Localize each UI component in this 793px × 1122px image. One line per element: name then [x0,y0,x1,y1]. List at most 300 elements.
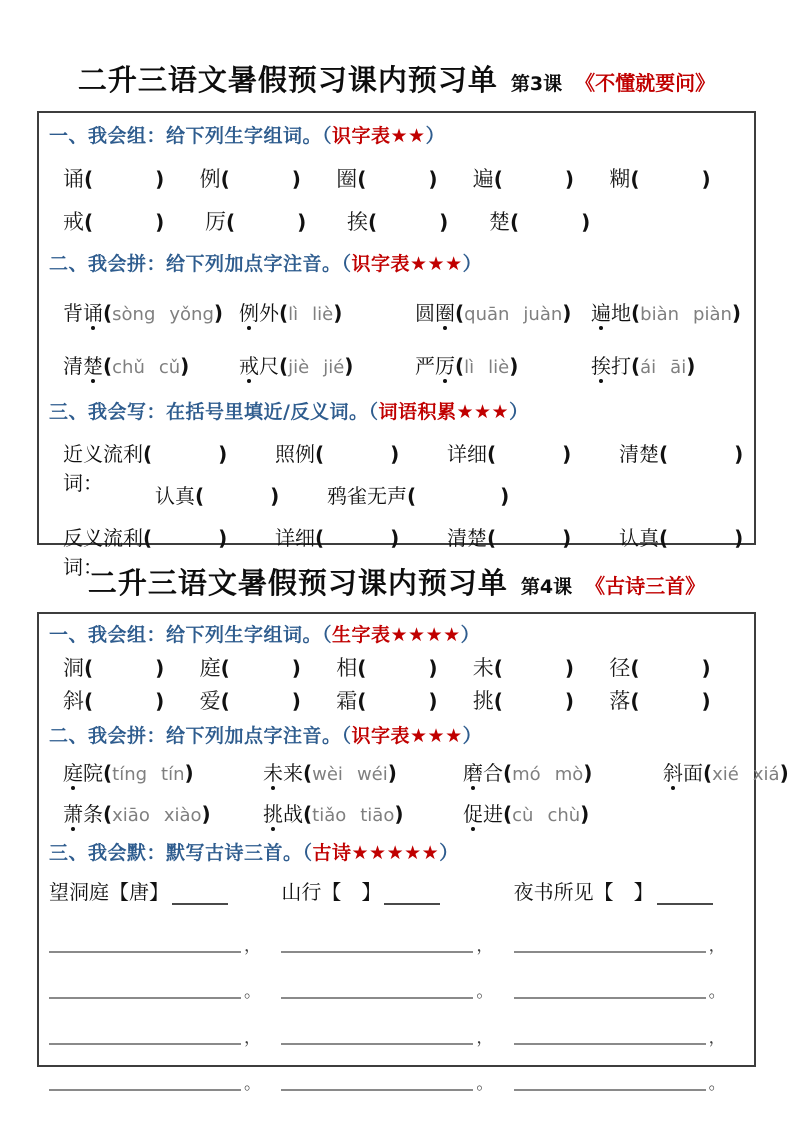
worksheet-title [0,561,793,602]
answer-line-cell [49,1074,281,1094]
word-text: 详细 [275,526,315,550]
open-paren: ( [630,689,640,713]
word-item [103,522,275,551]
close-paren: ) [562,442,572,466]
title-text: 二升三语文暑假预习课内预习单 [77,63,498,97]
pinyin-word-char: 战 [283,802,303,826]
heading-tag: 古诗★★★★★ [312,842,440,864]
pinyin-text: yǒng [169,304,214,325]
zuci-item [336,652,473,682]
pinyin-word-char: 面 [683,761,703,785]
heading-text: 一、我会组：给下列生字组词。（ [49,624,333,646]
zuci-char: 洞 [63,656,84,680]
pinyin-text: tiāo [360,805,395,826]
open-paren: ( [703,761,713,785]
zuci-char: 相 [336,656,358,680]
close-paren: ) [500,484,510,508]
open-paren: ( [503,761,513,785]
zuci-char: 诵 [63,167,84,191]
open-paren: ( [195,484,205,508]
pinyin-item [463,798,659,827]
pinyin-word-char: 尺 [259,354,279,378]
zuci-char: 径 [609,656,631,680]
zuci-char: 落 [609,689,631,713]
pinyin-word-char: 戒 [239,354,259,378]
close-paren: ) [564,167,575,191]
close-paren: ) [344,354,354,378]
pinyin-text: tiǎo [312,805,347,826]
close-paren: ) [731,301,742,325]
line-punctuation: ， [244,936,261,956]
open-paren: ( [487,526,497,550]
open-paren: ( [357,656,367,680]
close-paren: ) [155,210,165,234]
zuci-char: 戒 [63,210,84,234]
pinyin-text: cǔ [158,357,181,378]
pinyin-text: mó [512,764,541,785]
close-paren: ) [701,689,711,713]
zuci-char: 例 [199,167,221,191]
zuci-char: 楚 [489,210,510,234]
pinyin-word-char: 遍 [591,301,611,325]
zuci-item [63,652,200,682]
poem-title [49,876,281,905]
open-paren: ( [455,354,465,378]
pinyin-text: sòng [112,304,156,325]
zuci-item [200,685,337,715]
pinyin-text: chù [547,805,581,826]
pinyin-text: mò [554,764,584,785]
word-item [155,480,327,509]
open-paren: ( [143,442,153,466]
answer-line-blank [281,989,473,999]
pinyin-word-char: 严 [415,354,435,378]
poem-author-blank [657,885,713,905]
close-paren: ) [686,354,696,378]
poem-title [281,876,513,905]
word-text: 详细 [447,442,487,466]
word-item [447,522,619,551]
line-punctuation: 。 [708,982,726,1002]
zuci-char: 遍 [472,167,494,191]
heading-close: ） [460,624,481,646]
line-punctuation: 。 [244,982,261,1002]
zuci-row [63,685,746,713]
open-paren: ( [279,354,289,378]
open-paren: ( [368,210,378,234]
pinyin-word-char: 萧 [63,802,83,826]
close-paren: ) [734,526,744,550]
open-paren: ( [631,354,641,378]
open-paren: ( [84,656,94,680]
close-paren: ) [564,689,575,713]
open-paren: ( [493,167,503,191]
line-punctuation: 。 [708,1074,726,1094]
answer-line-blank [514,1035,706,1045]
pinyin-text: wéi [356,764,388,785]
line-punctuation: 。 [476,982,494,1002]
close-paren: ) [218,442,228,466]
heading-text: 二、我会拼：给下列加点字注音。（ [49,725,352,747]
pinyin-text: xié [712,764,739,785]
heading-tag: 词语积累★★★ [378,401,510,423]
pinyin-text: liè [312,304,334,325]
answer-line-row [49,953,746,1002]
zuci-item [473,685,610,715]
poem-author-blank [172,885,228,905]
words-row [63,480,746,508]
answer-line-cell [514,1028,746,1048]
poem-author-blank [384,885,440,905]
open-paren: ( [103,301,113,325]
zuci-item [609,652,746,682]
close-paren: ) [180,354,190,378]
open-paren: ( [630,167,640,191]
pinyin-word-char: 外 [259,301,279,325]
answer-line-blank [281,1081,473,1091]
zuci-item [205,206,347,236]
close-paren: ) [562,526,572,550]
open-paren: ( [220,656,230,680]
heading-text: 三、我会写：在括号里填近/反义词。（ [49,401,379,423]
pinyin-text: wèi [312,764,343,785]
pinyin-text: lì [464,357,475,378]
close-paren: ) [428,689,438,713]
pinyin-text: liè [488,357,510,378]
book-title: 《不懂就要问》 [575,71,716,95]
answer-line-row [49,1045,746,1094]
lesson-label: 第3课 [510,73,563,95]
open-paren: ( [357,689,367,713]
pinyin-text: juàn [523,304,563,325]
pinyin-item [415,350,587,379]
close-paren: ) [270,484,280,508]
zuci-item [63,163,200,193]
line-punctuation: ， [476,936,494,956]
open-paren: ( [84,210,94,234]
heading-tag: 识字表★★★ [351,253,463,275]
pinyin-text: xiāo [112,805,150,826]
word-text: 清楚 [447,526,487,550]
title-text: 二升三语文暑假预习课内预习单 [87,566,508,600]
open-paren: ( [659,442,669,466]
zuci-char: 圈 [336,167,358,191]
lesson-label: 第4课 [520,576,573,598]
zuci-char: 挨 [347,210,368,234]
answer-line-blank [49,943,241,953]
line-punctuation: ， [708,936,726,956]
heading-close: ） [462,253,483,275]
pinyin-word-char: 进 [483,802,503,826]
section-heading [49,721,746,748]
open-paren: ( [631,301,641,325]
pinyin-row [63,350,746,382]
section-heading [49,121,746,148]
open-paren: ( [84,167,94,191]
line-punctuation: ， [476,1028,494,1048]
pinyin-item [239,297,411,326]
open-paren: ( [303,802,313,826]
poem-name: 夜书所见 [513,880,594,904]
heading-close: ） [462,725,483,747]
pinyin-text: jié [323,357,345,378]
line-punctuation: 。 [244,1074,261,1094]
open-paren: ( [226,210,236,234]
zuci-item [336,685,473,715]
heading-tag: 识字表★★★ [351,725,463,747]
pinyin-item [239,350,411,379]
pinyin-text: tín [161,764,185,785]
word-text: 流利 [103,442,143,466]
heading-text: 三、我会默：默写古诗三首。（ [49,842,313,864]
open-paren: ( [220,167,230,191]
pinyin-word-char: 厉 [435,354,455,378]
answer-line-cell [514,982,746,1002]
close-paren: ) [291,689,301,713]
open-paren: ( [220,689,230,713]
answer-line-cell [49,1028,281,1048]
poem-name: 望洞庭 [49,880,109,904]
open-paren: ( [84,689,94,713]
word-text: 认真 [619,526,659,550]
answer-line-cell [514,936,746,956]
heading-text: 二、我会拼：给下列加点字注音。（ [49,253,352,275]
heading-close: ） [425,125,446,147]
close-paren: ) [734,442,744,466]
close-paren: ) [701,656,711,680]
row-label: 反义词： [63,526,103,579]
pinyin-word-char: 清 [63,354,83,378]
answer-line-blank [281,943,473,953]
pinyin-word-char: 院 [83,761,103,785]
pinyin-word-char: 磨 [463,761,483,785]
zuci-char: 糊 [609,167,631,191]
zuci-row [63,163,746,191]
pinyin-word-char: 合 [483,761,503,785]
open-paren: ( [279,301,289,325]
pinyin-word-char: 促 [463,802,483,826]
pinyin-item [663,757,793,786]
close-paren: ) [213,301,224,325]
answer-line-cell [281,1074,513,1094]
zuci-item [473,163,610,193]
zuci-item [200,163,337,193]
close-paren: ) [562,301,572,325]
open-paren: ( [103,802,113,826]
section-heading [49,838,746,865]
pinyin-row [63,757,789,789]
pinyin-text: ái [640,357,657,378]
answer-line-cell [281,1028,513,1048]
open-paren: ( [357,167,367,191]
open-paren: ( [659,526,669,550]
line-punctuation: ， [708,1028,726,1048]
pinyin-word-char: 地 [611,301,631,325]
open-paren: ( [407,484,417,508]
open-paren: ( [315,442,325,466]
answer-line-row [49,999,746,1048]
heading-text: 一、我会组：给下列生字组词。（ [49,125,333,147]
pinyin-text: chǔ [112,357,145,378]
answer-line-cell [514,1074,746,1094]
zuci-char: 斜 [63,689,84,713]
pinyin-text: lì [288,304,299,325]
answer-line-blank [49,1035,241,1045]
word-item [103,438,275,467]
heading-tag: 识字表★★ [332,125,426,147]
heading-tag: 生字表★★★★ [332,624,461,646]
zuci-char: 霜 [336,689,358,713]
pinyin-item [63,297,235,326]
answer-line-blank [514,989,706,999]
answer-line-row [49,907,746,956]
open-paren: ( [103,761,113,785]
poem-author-bracket: 【 】 [593,880,654,904]
open-paren: ( [503,802,513,826]
pinyin-item [591,350,763,379]
poem-author-bracket: 【唐】 [109,880,169,904]
words-row [63,438,746,495]
pinyin-item [415,297,587,326]
close-paren: ) [155,167,165,191]
zuci-item [63,685,200,715]
word-item [275,522,447,551]
zuci-item [489,206,631,236]
row-label: 近义词： [63,442,103,495]
open-paren: ( [455,301,465,325]
close-paren: ) [291,656,301,680]
zuci-row [63,652,746,680]
open-paren: ( [103,354,113,378]
close-paren: ) [439,210,449,234]
pinyin-item [263,798,459,827]
pinyin-word-char: 圈 [435,301,455,325]
answer-line-cell [49,982,281,1002]
pinyin-word-char: 未 [263,761,283,785]
close-paren: ) [155,689,165,713]
heading-close: ） [439,842,459,864]
pinyin-word-char: 庭 [63,761,83,785]
pinyin-row [63,798,746,830]
pinyin-text: piàn [693,304,732,325]
word-text: 清楚 [619,442,659,466]
heading-close: ） [509,401,529,423]
answer-line-cell [281,936,513,956]
zuci-char: 挑 [472,689,494,713]
pinyin-word-char: 条 [83,802,103,826]
pinyin-word-char: 圆 [415,301,435,325]
pinyin-item [263,757,459,786]
zuci-char: 未 [472,656,494,680]
book-title: 《古诗三首》 [585,574,706,598]
open-paren: ( [303,761,313,785]
answer-line-blank [514,943,706,953]
close-paren: ) [428,167,438,191]
pinyin-text: biàn [640,304,680,325]
close-paren: ) [701,167,711,191]
close-paren: ) [155,656,165,680]
answer-line-cell [49,936,281,956]
word-text: 流利 [103,526,143,550]
zuci-char: 庭 [199,656,221,680]
close-paren: ) [390,442,400,466]
close-paren: ) [428,656,438,680]
open-paren: ( [143,526,153,550]
close-paren: ) [779,761,789,785]
pinyin-word-char: 诵 [83,301,103,325]
pinyin-word-char: 例 [239,301,259,325]
pinyin-text: quān [464,304,510,325]
pinyin-word-char: 背 [63,301,83,325]
pinyin-text: āi [670,357,687,378]
close-paren: ) [387,761,397,785]
pinyin-word-char: 斜 [663,761,683,785]
close-paren: ) [218,526,228,550]
pinyin-row [63,297,746,329]
answer-line-cell [281,982,513,1002]
zuci-item [609,685,746,715]
zuci-item [200,652,337,682]
word-text: 照例 [275,442,315,466]
pinyin-text: xiào [163,805,202,826]
pinyin-text: tíng [112,764,148,785]
close-paren: ) [394,802,404,826]
close-paren: ) [564,656,575,680]
pinyin-word-char: 挑 [263,802,283,826]
pinyin-word-char: 打 [611,354,631,378]
poem-author-bracket: 【 】 [321,880,382,904]
zuci-char: 厉 [205,210,226,234]
words-row [63,522,746,579]
open-paren: ( [510,210,520,234]
close-paren: ) [509,354,519,378]
word-item [619,438,791,467]
open-paren: ( [493,656,503,680]
answer-line-blank [514,1081,706,1091]
pinyin-word-char: 挨 [591,354,611,378]
answer-line-blank [49,989,241,999]
pinyin-text: xiá [752,764,780,785]
zuci-item [63,206,205,236]
open-paren: ( [487,442,497,466]
pinyin-item [463,757,659,786]
pinyin-text: cù [512,805,534,826]
word-item [447,438,619,467]
word-item [275,438,447,467]
zuci-item [336,163,473,193]
word-text: 鸦雀无声 [327,484,407,508]
zuci-row [63,206,746,234]
zuci-item [609,163,746,193]
word-item [619,522,791,551]
open-paren: ( [315,526,325,550]
close-paren: ) [201,802,211,826]
line-punctuation: 。 [476,1074,494,1094]
zuci-char: 爱 [199,689,221,713]
close-paren: ) [583,761,593,785]
pinyin-word-char: 楚 [83,354,103,378]
close-paren: ) [333,301,343,325]
close-paren: ) [184,761,194,785]
pinyin-item [63,798,259,827]
section-heading [49,620,746,647]
close-paren: ) [390,526,400,550]
open-paren: ( [630,656,640,680]
zuci-item [347,206,489,236]
close-paren: ) [291,167,301,191]
worksheet-title [0,0,793,99]
pinyin-item [591,297,763,326]
